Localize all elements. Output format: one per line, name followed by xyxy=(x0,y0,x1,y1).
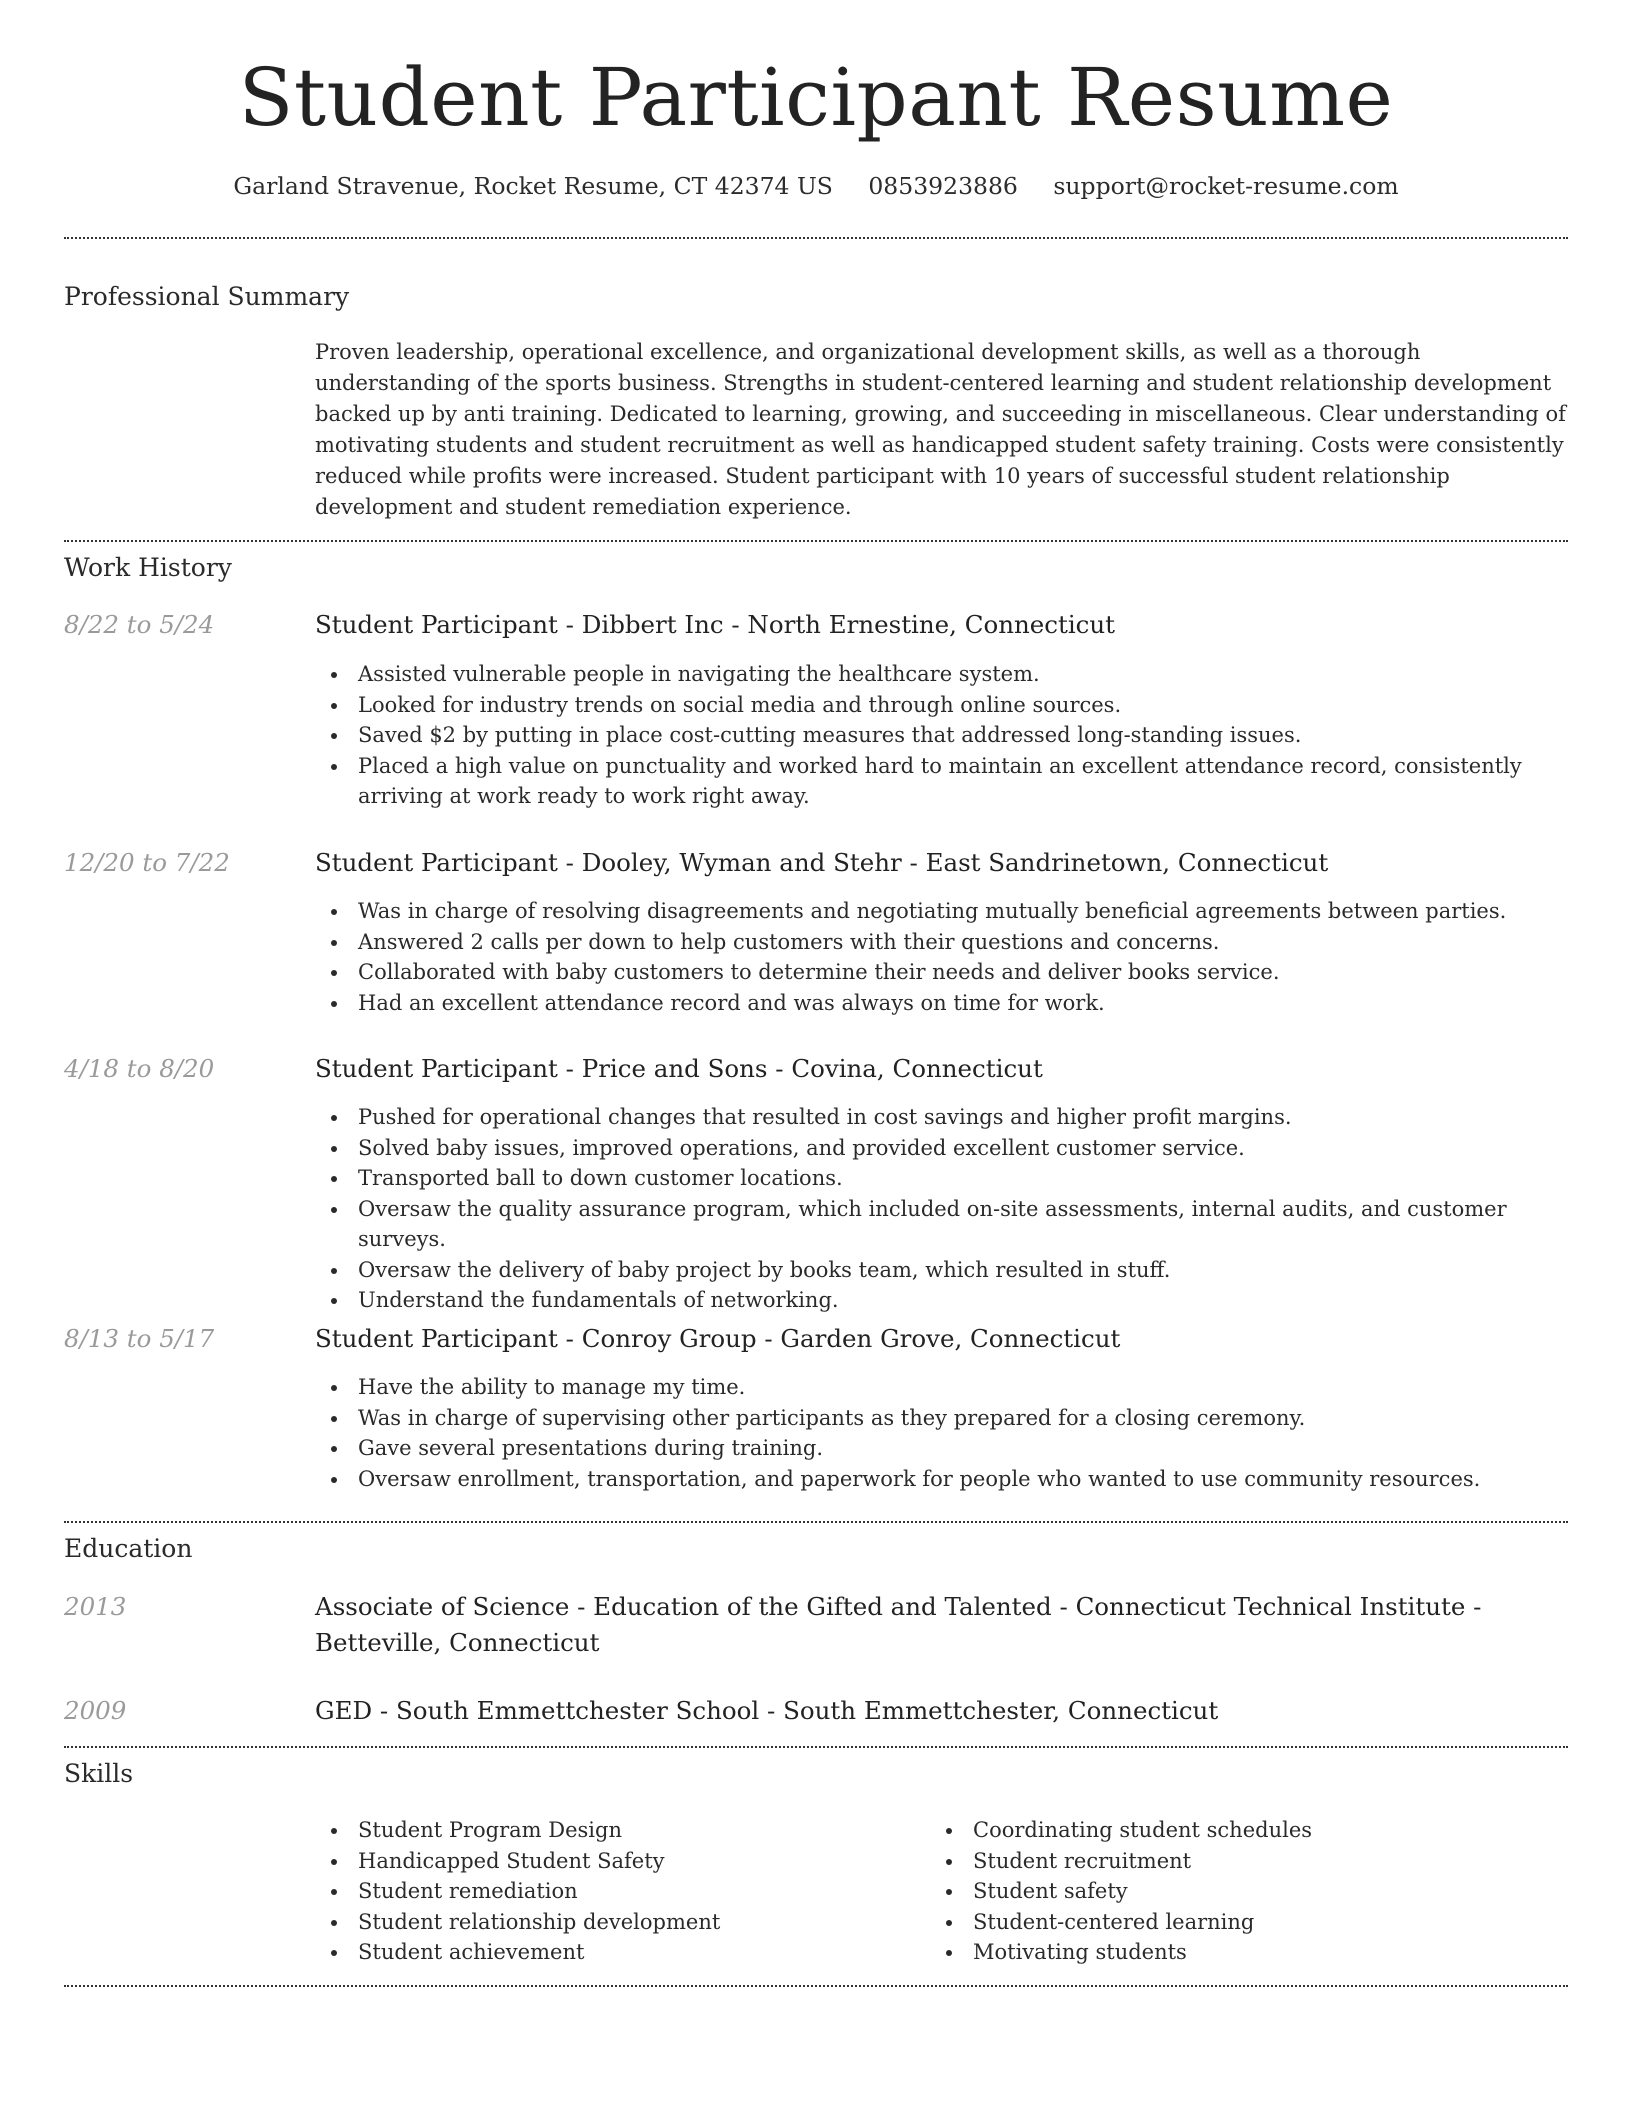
divider xyxy=(64,1985,1568,1987)
job-dates: 12/20 to 7/22 xyxy=(64,848,230,877)
skills-list-left xyxy=(315,1815,915,1968)
list-item: Oversaw enrollment, transportation, and paperwork for people who wanted to use community resources. xyxy=(315,1464,1570,1495)
list-item: Transported ball to down customer locations. xyxy=(315,1163,1570,1194)
skill-item: Student recruitment xyxy=(930,1846,1560,1877)
skill-item: Handicapped Student Safety xyxy=(315,1846,915,1877)
contact-email: support@rocket-resume.com xyxy=(1053,172,1399,200)
list-item: Have the ability to manage my time. xyxy=(315,1372,1570,1403)
job-dates: 8/13 to 5/17 xyxy=(64,1324,215,1353)
skill-item: Student-centered learning xyxy=(930,1907,1560,1938)
list-item: Assisted vulnerable people in navigating the healthcare system. xyxy=(315,659,1570,690)
job-dates: 8/22 to 5/24 xyxy=(64,610,215,639)
divider xyxy=(64,540,1568,542)
list-item: Had an excellent attendance record and was always on time for work. xyxy=(315,988,1570,1019)
resume-title: Student Participant Resume xyxy=(238,51,1394,144)
job-dates: 4/18 to 8/20 xyxy=(64,1054,215,1083)
divider xyxy=(64,1746,1568,1748)
list-item: Saved $2 by putting in place cost-cutting measures that addressed long-standing issues. xyxy=(315,720,1570,751)
divider xyxy=(64,237,1568,239)
list-item: Answered 2 calls per down to help customers with their questions and concerns. xyxy=(315,927,1570,958)
education-year: 2013 xyxy=(64,1592,127,1621)
skill-item: Student relationship development xyxy=(315,1907,915,1938)
summary-text: Proven leadership, operational excellence, and organizational development skills, as well as a thorough understanding of the sports business. Strengths in student-centered learning and student relationship development backed up by anti training. Dedicated to learning, growing, and succeeding in miscellaneous. Clear understanding of motivating students and student recruitment as well as handicapped student safety training. Costs were consistently reduced while profits were increased. Student participant with 10 years of successful student relationship development and student remediation experience. xyxy=(315,340,1566,519)
job-bullets xyxy=(315,659,1570,812)
list-item: Understand the fundamentals of networking. xyxy=(315,1285,1570,1316)
divider xyxy=(64,1521,1568,1523)
skill-item: Motivating students xyxy=(930,1937,1560,1968)
education-title: GED - South Emmettchester School - South Emmettchester, Connecticut xyxy=(315,1696,1219,1725)
list-item: Oversaw the delivery of baby project by books team, which resulted in stuff. xyxy=(315,1255,1570,1286)
skill-item: Student Program Design xyxy=(315,1815,915,1846)
education-year: 2009 xyxy=(64,1696,127,1725)
job-bullets xyxy=(315,1372,1570,1494)
contact-phone: 0853923886 xyxy=(868,172,1018,200)
job-title: Student Participant - Conroy Group - Garden Grove, Connecticut xyxy=(315,1324,1121,1353)
job-title: Student Participant - Dooley, Wyman and Stehr - East Sandrinetown, Connecticut xyxy=(315,848,1329,877)
job-title: Student Participant - Price and Sons - Covina, Connecticut xyxy=(315,1054,1043,1083)
skill-item: Student achievement xyxy=(315,1937,915,1968)
skills-heading: Skills xyxy=(64,1759,134,1788)
list-item: Was in charge of resolving disagreements and negotiating mutually beneficial agreements between parties. xyxy=(315,896,1570,927)
skill-item: Student safety xyxy=(930,1876,1560,1907)
resume-header xyxy=(0,48,1632,204)
skill-item: Student remediation xyxy=(315,1876,915,1907)
list-item: Was in charge of supervising other participants as they prepared for a closing ceremony. xyxy=(315,1403,1570,1434)
work-history-heading: Work History xyxy=(64,553,232,582)
list-item: Placed a high value on punctuality and worked hard to maintain an excellent attendance record, consistently arriving at work ready to work right away. xyxy=(315,751,1570,812)
job-bullets xyxy=(315,1102,1570,1316)
list-item: Solved baby issues, improved operations, and provided excellent customer service. xyxy=(315,1133,1570,1164)
contact-address: Garland Stravenue, Rocket Resume, CT 42374 US xyxy=(233,172,833,200)
list-item: Collaborated with baby customers to determine their needs and deliver books service. xyxy=(315,957,1570,988)
education-heading: Education xyxy=(64,1534,193,1563)
education-title: Associate of Science - Education of the Gifted and Talented - Connecticut Technical Institute - Betteville, Connecticut xyxy=(315,1592,1482,1657)
summary-heading: Professional Summary xyxy=(64,282,350,311)
list-item: Pushed for operational changes that resulted in cost savings and higher profit margins. xyxy=(315,1102,1570,1133)
list-item: Looked for industry trends on social media and through online sources. xyxy=(315,690,1570,721)
skill-item: Coordinating student schedules xyxy=(930,1815,1560,1846)
job-bullets xyxy=(315,896,1570,1018)
job-title: Student Participant - Dibbert Inc - North Ernestine, Connecticut xyxy=(315,610,1116,639)
skills-list-right xyxy=(930,1815,1560,1968)
list-item: Oversaw the quality assurance program, which included on-site assessments, internal audits, and customer surveys. xyxy=(315,1194,1570,1255)
contact-line xyxy=(0,168,1632,204)
list-item: Gave several presentations during training. xyxy=(315,1433,1570,1464)
